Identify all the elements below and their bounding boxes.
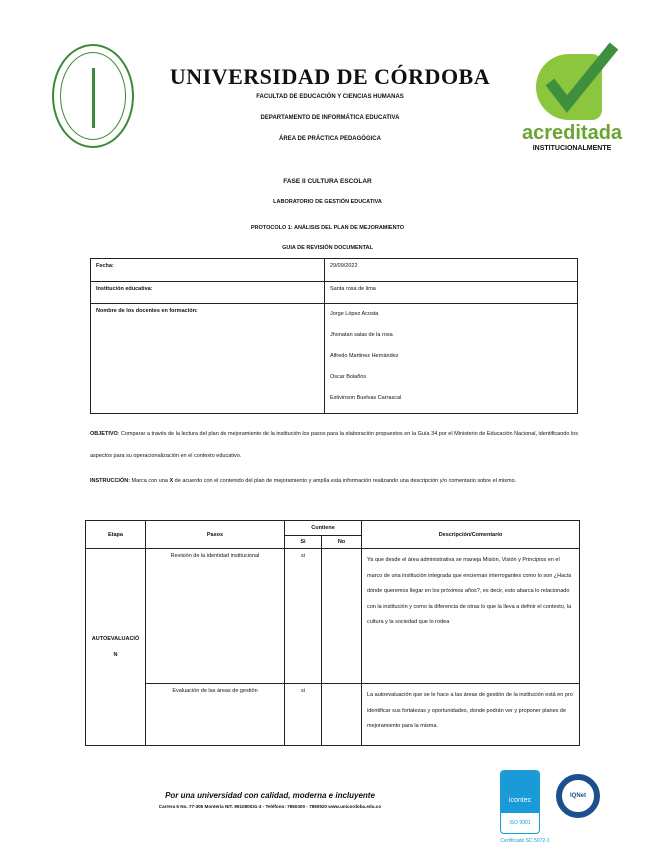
iqnet-logo bbox=[556, 774, 600, 818]
info-table bbox=[90, 258, 578, 414]
iso-text: ISO 9001 bbox=[509, 820, 531, 826]
no-cell bbox=[322, 684, 362, 746]
icontec-text: icontec bbox=[501, 771, 539, 813]
area: ÁREA DE PRÁCTICA PEDAGÓGICA bbox=[279, 136, 381, 142]
header-yes: Si bbox=[285, 536, 322, 549]
yes-cell: si bbox=[285, 549, 322, 684]
teacher-name: Estivinson Buelvas Carrascal bbox=[330, 395, 402, 401]
header-no: No bbox=[322, 536, 362, 549]
instruction-text: de acuerdo con el contenido del plan de mejoramiento y amplía esta información realizando una descripción y/o comentario sobre el mismo. bbox=[173, 478, 517, 484]
instruction-text: Marca con una bbox=[130, 478, 170, 484]
phase-heading: FASE II CULTURA ESCOLAR bbox=[283, 178, 372, 185]
description-cell: La autoevaluación que se le hace a las áreas de gestión de la institución está en pro identificar sus fortalezas y oportunidades, donde podrán ver y proponer planes de mejoramiento para la misma. bbox=[362, 684, 580, 746]
teacher-name: Alfredo Martinez Hernández bbox=[330, 353, 399, 359]
objective-label: OBJETIVO bbox=[90, 431, 118, 437]
footer-address: Carrera 6 No. 77-305 Montería NIT. 891080031-3 - Teléfono: 7860300 - 7860920 www.unicordoba.edu.co bbox=[158, 804, 382, 809]
icontec-logo bbox=[500, 770, 540, 834]
header-contains: Contiene bbox=[285, 521, 362, 536]
header-description: Descripción/Comentario bbox=[362, 521, 580, 549]
lab-heading: LABORATORIO DE GESTIÓN EDUCATIVA bbox=[273, 199, 382, 205]
instruction-paragraph bbox=[90, 470, 578, 492]
accredited-text: acreditada bbox=[522, 122, 623, 144]
accredited-subtext: INSTITUCIONALMENTE bbox=[532, 145, 612, 152]
iqnet-text: IQNet bbox=[569, 793, 586, 799]
teacher-name: Oscar Bolaños bbox=[330, 374, 367, 380]
mark-x: X bbox=[169, 478, 174, 484]
no-cell bbox=[322, 549, 362, 684]
review-table bbox=[85, 520, 580, 746]
step-cell: Revisión de la identidad institucional bbox=[146, 549, 285, 684]
step-cell: Evaluación de las áreas de gestión bbox=[146, 684, 285, 746]
table-row bbox=[86, 549, 580, 684]
header-stage: Etapa bbox=[86, 521, 146, 549]
institution-label: Institución educativa: bbox=[91, 282, 325, 304]
table-row bbox=[86, 684, 580, 746]
certificate-number: Certificado SC 5072-1 bbox=[500, 838, 550, 844]
guide-heading: GUIA DE REVISIÓN DOCUMENTAL bbox=[282, 245, 373, 251]
accreditation-logo bbox=[522, 42, 622, 162]
teacher-name: Jorge López Acosta bbox=[330, 311, 379, 317]
protocol-heading: PROTOCOLO 1: ANÁLISIS DEL PLAN DE MEJORAMIENTO bbox=[250, 225, 405, 231]
description-cell: Ya que desde el área administrativa se maneja Misión, Visión y Principios en el marco de una institución integrada que enciernan interrogantes como lo son ¿Hacia dónde queremos llegar en los próximos años?, es decir, esto abarca lo relacionado con la institución y como la diferencia de otras lo que la lleva a definir el contexto, la cultura y la sociedad que lo rodea bbox=[362, 549, 580, 684]
stage-cell: AUTOEVALUACIÓN bbox=[86, 549, 146, 746]
yes-cell: si bbox=[285, 684, 322, 746]
date-value: 29/09/2022 bbox=[325, 259, 578, 282]
date-label: Fecha: bbox=[91, 259, 325, 282]
header-steps: Pasos bbox=[146, 521, 285, 549]
institution-value: Santa rosa de lima bbox=[325, 282, 578, 304]
footer-slogan: Por una universidad con calidad, moderna e incluyente bbox=[165, 791, 375, 800]
teacher-name: Jhonatan salas de la rosa bbox=[330, 332, 393, 338]
teachers-label: Nombre de los docentes en formación: bbox=[91, 304, 325, 414]
checkmark-icon bbox=[522, 42, 622, 122]
university-seal-icon bbox=[52, 44, 134, 148]
instruction-label: INSTRUCCIÓN: bbox=[90, 478, 131, 484]
objective-paragraph bbox=[90, 423, 578, 467]
university-name: UNIVERSIDAD DE CÓRDOBA bbox=[169, 64, 491, 89]
objective-text: : Comparar a través de la lectura del plan de mejoramiento de la institución los pasos para la elaboración propuestos en la Guía 34 por el Ministerio de Educación Nacional, identificando los aspectos para su operacionalización en el contexto educativo. bbox=[90, 431, 578, 459]
department: DEPARTAMENTO DE INFORMÁTICA EDUCATIVA bbox=[260, 115, 400, 121]
faculty: FACULTAD DE EDUCACIÓN Y CIENCIAS HUMANAS bbox=[256, 94, 404, 100]
